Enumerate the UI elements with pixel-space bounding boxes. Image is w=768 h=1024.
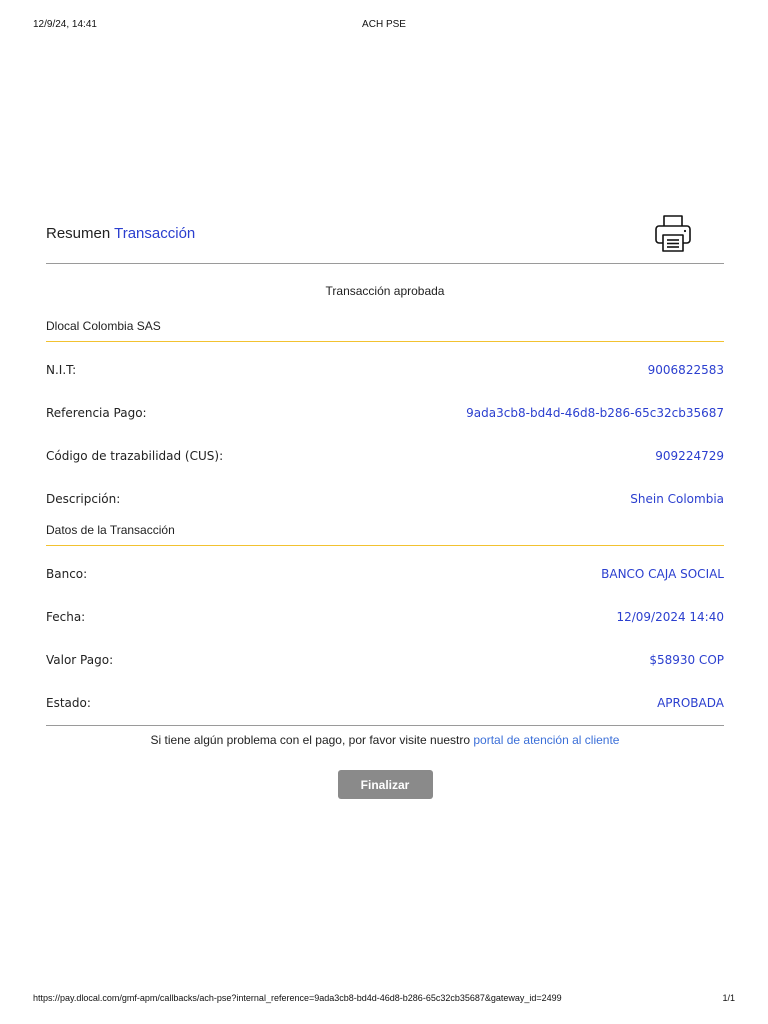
detail-label: N.I.T: [46,363,77,377]
detail-value: 909224729 [655,449,724,463]
detail-label: Banco: [46,567,88,581]
detail-row-description [46,478,724,509]
transaction-status-message: Transacción aprobada [325,284,445,298]
detail-value: BANCO CAJA SOCIAL [601,567,724,581]
card-title-prefix: Resumen [46,225,111,242]
merchant-section-title: Dlocal Colombia SAS [46,319,724,342]
detail-label: Valor Pago: [46,653,114,667]
print-header [33,19,735,31]
transaction-details [46,546,724,726]
print-page-number: 1/1 [722,993,735,1003]
help-message [46,733,724,747]
print-datetime: 12/9/24, 14:41 [33,19,97,30]
card-title [46,225,195,242]
detail-label: Fecha: [46,610,86,624]
printer-icon [654,213,692,253]
print-page-url: https://pay.dlocal.com/gmf-apm/callbacks/ach-pse?internal_reference=9ada3cb8-bd4d-46d8-b286-65c32cb35687&gateway_id=2499 [33,993,562,1003]
detail-row-traceability-code [46,435,724,478]
print-page-title: ACH PSE [362,19,406,30]
detail-row-nit [46,349,724,392]
detail-label: Descripción: [46,492,121,506]
detail-value: $58930 COP [649,653,724,667]
detail-value: 9006822583 [647,363,724,377]
detail-row-payment-reference [46,392,724,435]
detail-value: APROBADA [657,696,724,710]
customer-support-link[interactable]: portal de atención al cliente [473,733,620,747]
card-header [46,212,724,264]
merchant-details [46,342,724,509]
detail-value: 12/09/2024 14:40 [616,610,724,624]
card-title-accent: Transacción [114,225,196,242]
detail-value: Shein Colombia [630,492,724,506]
print-button[interactable] [654,213,692,253]
detail-label: Código de trazabilidad (CUS): [46,449,224,463]
detail-row-payment-amount [46,639,724,682]
detail-label: Estado: [46,696,91,710]
help-text: Si tiene algún problema con el pago, por favor visite nuestro [150,733,474,747]
transaction-section-title: Datos de la Transacción [46,523,724,546]
detail-row-date [46,596,724,639]
detail-row-status [46,682,724,725]
transaction-summary-card [46,212,724,799]
detail-value: 9ada3cb8-bd4d-46d8-b286-65c32cb35687 [466,406,724,420]
detail-label: Referencia Pago: [46,406,147,420]
detail-row-bank [46,553,724,596]
finish-button[interactable]: Finalizar [338,770,433,799]
